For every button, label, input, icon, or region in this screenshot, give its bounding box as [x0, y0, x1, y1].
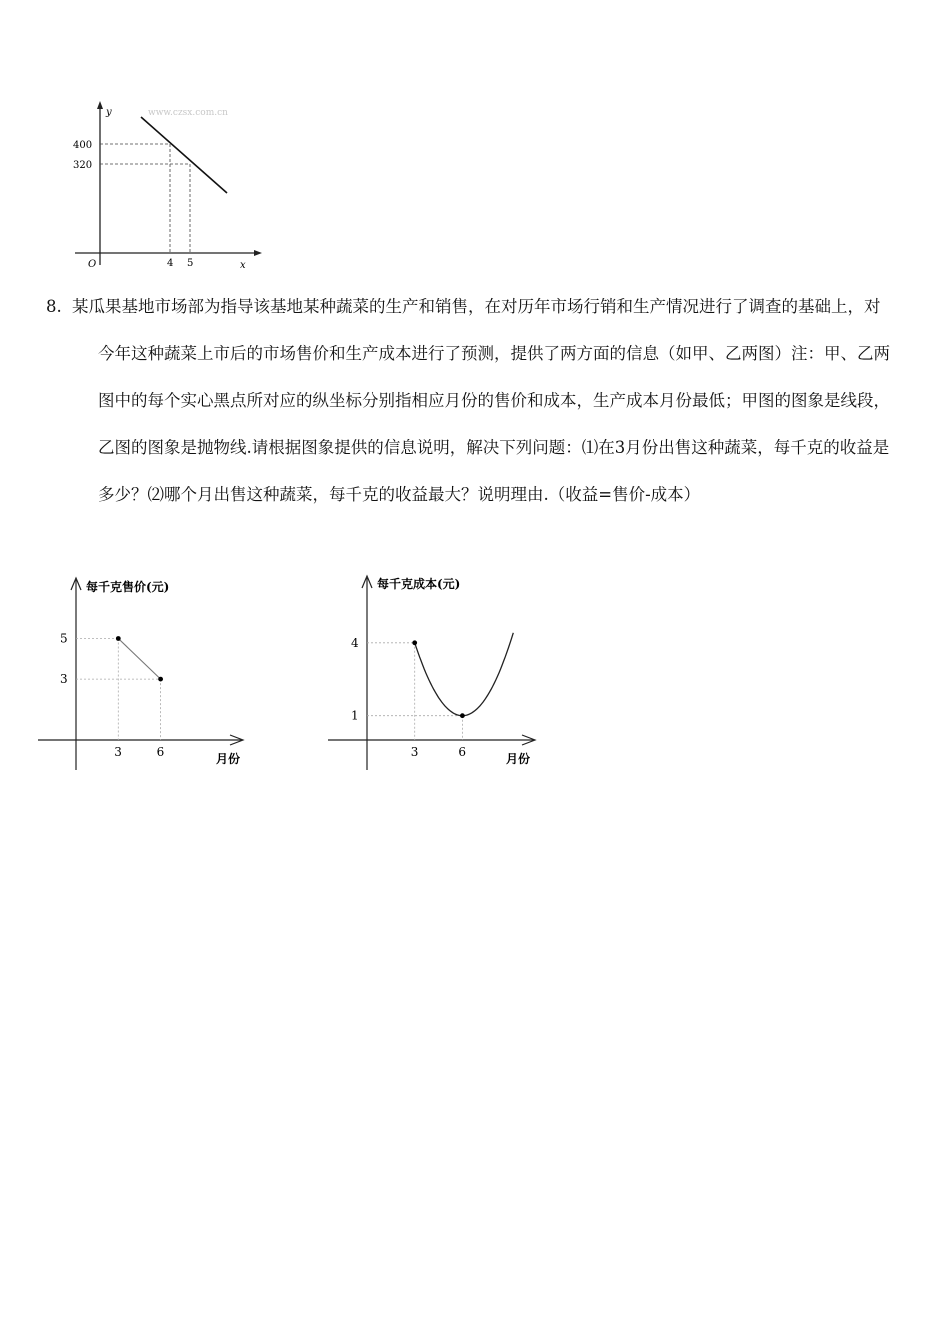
top-line-graph: [60, 95, 270, 280]
problem-text: 某瓜果基地市场部为指导该基地某种蔬菜的生产和销售，在对历年市场行销和生产情况进行了调查的基础上，对今年这种蔬菜上市后的市场售价和生产成本进行了预测，提供了两方面的信息（如甲、乙两图）注：甲、乙两图中的每个实心黑点所对应的纵坐标分别指相应月份的售价和成本，生产成本月份最低；甲图的图象是线段，乙图的图象是抛物线.请根据图象提供的信息说明，解决下列问题：⑴在3月份出售这种蔬菜，每千克的收益是多少？⑵哪个月出售这种蔬菜，每千克的收益最大？说明理由.（收益=售价-成本）: [72, 297, 890, 504]
data-point-1: [460, 713, 465, 718]
x-tick-4: 4: [167, 258, 174, 269]
y-tick-400: 400: [73, 140, 93, 151]
y-axis-label: 每千克成本(元): [377, 577, 461, 591]
x-axis-label: 月份: [216, 752, 241, 766]
x-tick-6: 6: [458, 745, 467, 759]
x-axis-label: x: [240, 260, 246, 271]
data-line: [141, 117, 227, 193]
x-tick-5: 5: [187, 258, 194, 269]
cost-chart: [320, 570, 550, 780]
cost-parabola: [415, 633, 514, 716]
problem-8: [46, 283, 892, 518]
data-point-0: [116, 636, 121, 641]
price-segment: [118, 639, 160, 680]
x-tick-3: 3: [114, 745, 122, 759]
watermark: www.czsx.com.cn: [148, 108, 228, 118]
data-point-0: [412, 640, 417, 645]
y-axis-label: y: [106, 107, 112, 118]
x-axis-arrow: [254, 250, 262, 256]
x-tick-6: 6: [156, 745, 165, 759]
price-chart: [30, 570, 260, 780]
data-point-1: [158, 677, 163, 682]
y-axis-arrow: [97, 101, 103, 109]
y-tick-5: 5: [60, 631, 68, 646]
problem-paragraph: 8. 某瓜果基地市场部为指导该基地某种蔬菜的生产和销售，在对历年市场行销和生产情况进行了调查的基础上，对今年这种蔬菜上市后的市场售价和生产成本进行了预测，提供了两方面的信息（如甲、乙两图）注：甲、乙两图中的每个实心黑点所对应的纵坐标分别指相应月份的售价和成本，生产成本月份最低；甲图的图象是线段，乙图的图象是抛物线.请根据图象提供的信息说明，解决下列问题：⑴在3月份出售这种蔬菜，每千克的收益是多少？⑵哪个月出售这种蔬菜，每千克的收益最大？说明理由.（收益=售价-成本）: [46, 297, 890, 504]
origin-label: O: [88, 259, 97, 270]
y-tick-3: 3: [60, 672, 68, 687]
y-axis-label: 每千克售价(元): [86, 580, 170, 594]
y-tick-320: 320: [73, 160, 93, 171]
x-axis-label: 月份: [506, 752, 531, 766]
y-tick-4: 4: [351, 635, 359, 650]
x-tick-3: 3: [410, 745, 419, 759]
y-tick-1: 1: [351, 708, 359, 723]
